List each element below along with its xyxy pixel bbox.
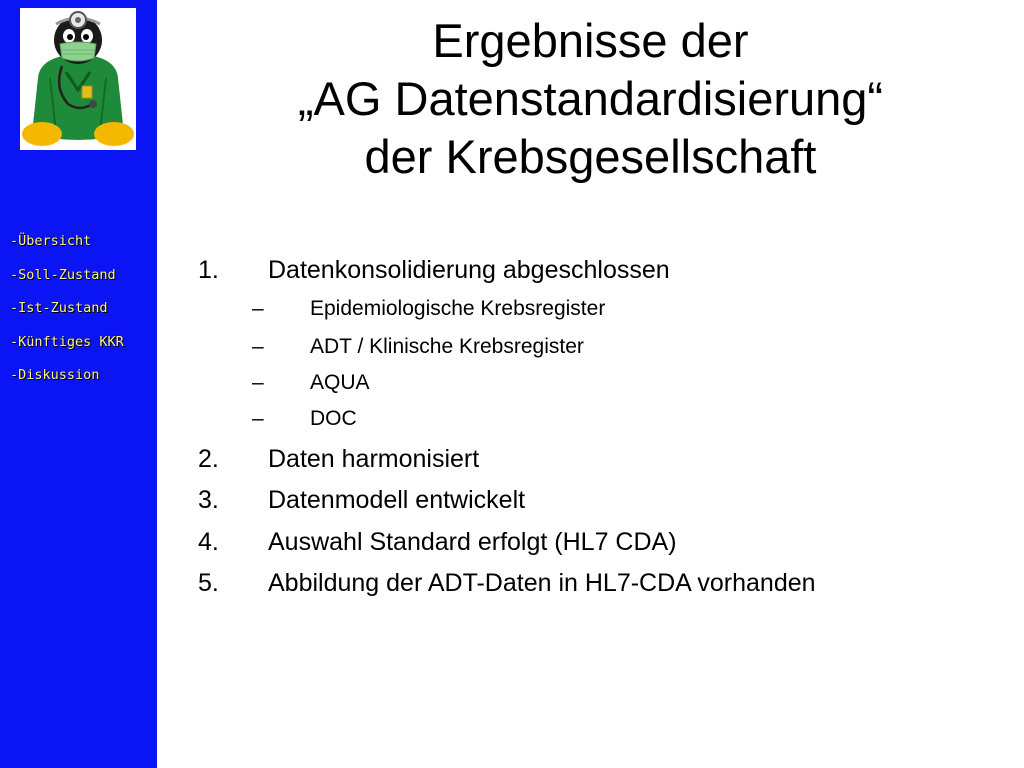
sub-item-text: DOC — [310, 407, 357, 430]
slide-title — [157, 12, 1024, 186]
item-text: Daten harmonisiert — [268, 445, 480, 473]
title-line: der Krebsgesellschaft — [364, 130, 817, 183]
nav-item-diskussion[interactable]: -Diskussion — [10, 367, 100, 383]
sub-item-marker: – — [252, 371, 264, 394]
sub-item-text: ADT / Klinische Krebsregister — [310, 335, 584, 358]
sub-item-marker: – — [252, 407, 264, 430]
nav-item-ist-zustand[interactable]: -Ist-Zustand — [10, 300, 108, 316]
item-number: 2. — [198, 445, 219, 473]
item-text: Auswahl Standard erfolgt (HL7 CDA) — [268, 528, 677, 556]
item-text: Abbildung der ADT-Daten in HL7-CDA vorhanden — [268, 569, 816, 597]
sub-item-marker: – — [252, 335, 264, 358]
nav-item-soll-zustand[interactable]: -Soll-Zustand — [10, 266, 116, 283]
item-text: Datenmodell entwickelt — [268, 486, 526, 514]
item-number: 3. — [198, 486, 219, 514]
nav-item-uebersicht[interactable]: -Übersicht — [10, 233, 92, 249]
tux-doctor-penguin-icon — [20, 8, 136, 150]
title-line: Ergebnisse der — [432, 14, 749, 67]
sub-item-text: AQUA — [310, 371, 370, 394]
sidebar-nav — [10, 233, 124, 401]
nav-item-kuenftiges-kkr[interactable]: -Künftiges KKR — [10, 333, 124, 350]
sub-item-text: Epidemiologische Krebsregister — [310, 297, 606, 320]
sub-item-marker: – — [252, 297, 264, 320]
item-number: 1. — [198, 256, 219, 284]
title-line: „AG Datenstandardisierung“ — [297, 72, 884, 125]
item-number: 5. — [198, 569, 219, 597]
item-text: Datenkonsolidierung abgeschlossen — [268, 256, 670, 284]
item-number: 4. — [198, 528, 219, 556]
logo — [20, 8, 136, 150]
sidebar — [0, 0, 157, 768]
